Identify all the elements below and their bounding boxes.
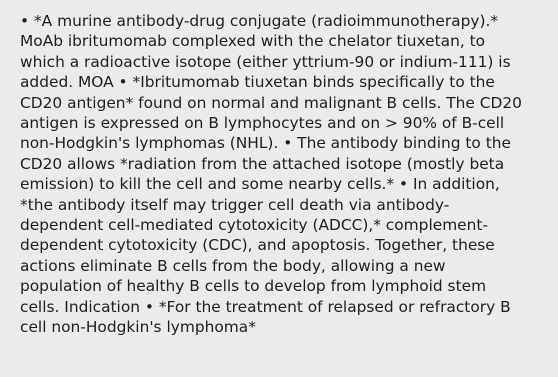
text-line: population of healthy B cells to develop from lymphoid stem bbox=[20, 277, 487, 296]
text-line: • *A murine antibody-drug conjugate (radioimmunotherapy).* bbox=[20, 12, 499, 30]
text-line: added. MOA • *Ibritumomab tiuxetan binds specifically to the bbox=[20, 73, 495, 92]
document-text bbox=[20, 11, 554, 338]
text-line: CD20 allows *radiation from the attached isotope (mostly beta bbox=[20, 154, 505, 173]
text-line: which a radioactive isotope (either yttrium-90 or indium-111) is bbox=[20, 52, 511, 71]
text-line: dependent cytotoxicity (CDC), and apoptosis. Together, these bbox=[20, 236, 495, 255]
text-line: cells. Indication • *For the treatment of relapsed or refractory B bbox=[20, 297, 511, 316]
text-line: CD20 antigen* found on normal and malignant B cells. The CD20 bbox=[20, 93, 522, 112]
text-line: non-Hodgkin's lymphomas (NHL). • The antibody binding to the bbox=[20, 134, 511, 153]
text-line: antigen is expressed on B lymphocytes and on > 90% of B-cell bbox=[20, 114, 505, 133]
text-line: MoAb ibritumomab complexed with the chelator tiuxetan, to bbox=[20, 32, 486, 51]
text-line: actions eliminate B cells from the body, allowing a new bbox=[20, 256, 446, 275]
text-line: dependent cell-mediated cytotoxicity (ADCC),* complement- bbox=[20, 216, 488, 235]
text-line: *the antibody itself may trigger cell death via antibody- bbox=[20, 195, 450, 214]
text-line: emission) to kill the cell and some nearby cells.* • In addition, bbox=[20, 175, 500, 194]
text-line: cell non-Hodgkin's lymphoma* bbox=[20, 318, 256, 337]
